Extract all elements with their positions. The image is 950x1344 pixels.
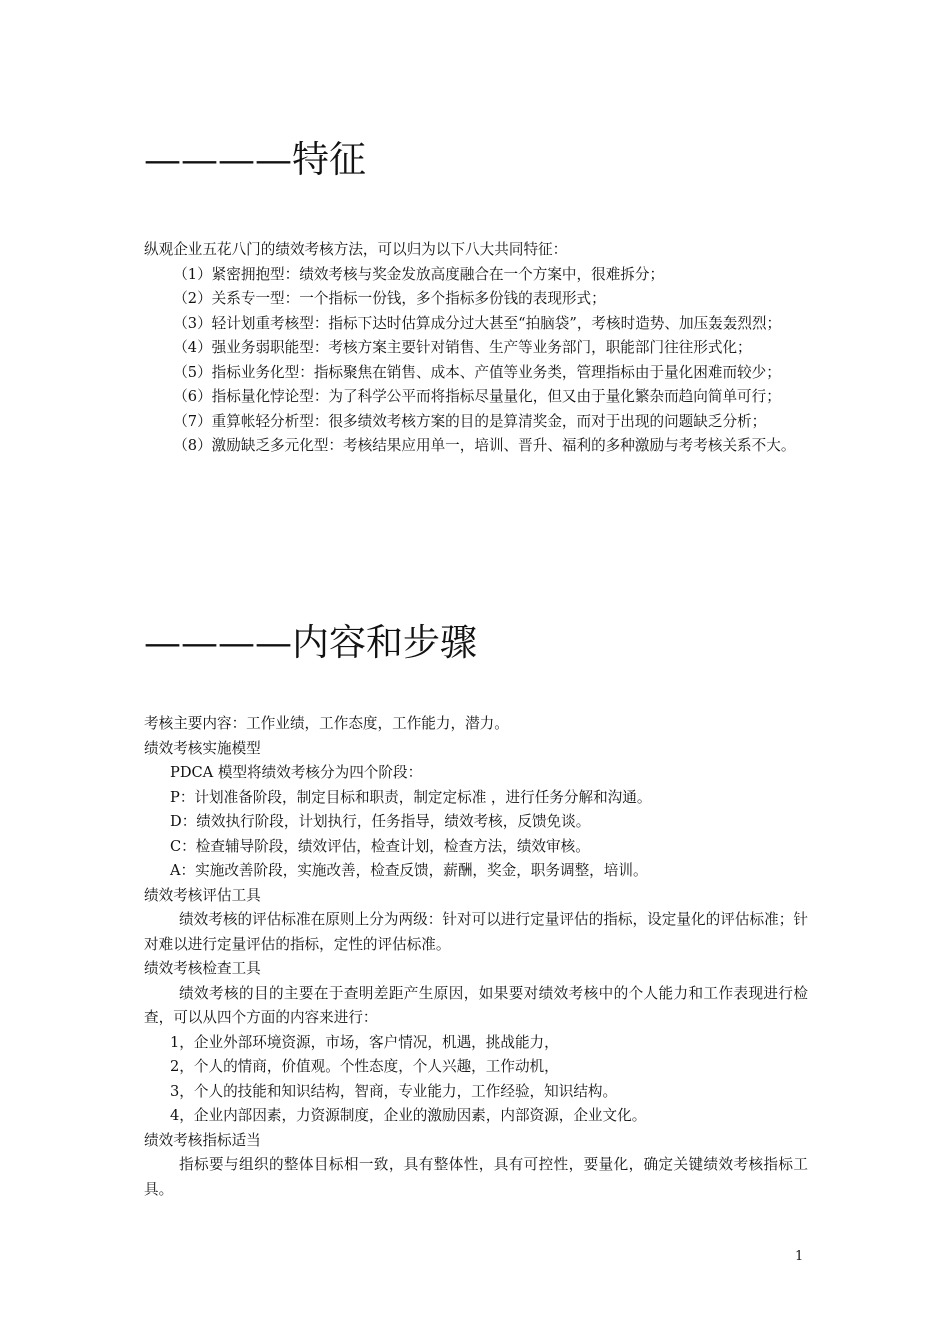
check-item: 1，企业外部环境资源，市场，客户情况，机遇，挑战能力， [170, 1033, 559, 1051]
feature-item: （5）指标业务化型：指标聚焦在销售、成本、产值等业务类，管理指标由于量化困难而较少； [173, 363, 781, 381]
eval-tool-text: 绩效考核的评估标准在原则上分为两级：针对可以进行定量评估的指标，设定量化的评估标准；针对难以进行定量评估的指标，定性的评估标准。 [144, 911, 808, 953]
feature-item: （1）紧密拥抱型：绩效考核与奖金发放高度融合在一个方案中，很难拆分； [173, 265, 665, 283]
check-tool-text: 绩效考核的目的主要在于查明差距产生原因，如果要对绩效考核中的个人能力和工作表现进行检查，可以从四个方面的内容来进行： [144, 984, 808, 1026]
feature-item: （7）重算帐轻分析型：很多绩效考核方案的目的是算清奖金，而对于出现的问题缺乏分析； [173, 412, 767, 430]
features-section [144, 238, 808, 459]
check-item: 3，个人的技能和知识结构，智商，专业能力，工作经验，知识结构。 [170, 1082, 618, 1100]
main-content-line: 考核主要内容：工作业绩，工作态度，工作能力，潜力。 [144, 715, 509, 732]
features-intro: 纵观企业五花八门的绩效考核方法，可以归为以下八大共同特征： [144, 241, 568, 258]
section-heading-content-steps: ————内容和步骤 [144, 621, 477, 664]
feature-item: （8）激励缺乏多元化型：考核结果应用单一，培训、晋升、福利的多种激励与考考核关系不大。 [173, 437, 796, 454]
eval-tool-title: 绩效考核评估工具 [144, 886, 261, 904]
indicator-text: 指标要与组织的整体目标相一致，具有整体性，具有可控性，要量化，确定关键绩效考核指标工具。 [144, 1156, 808, 1198]
feature-item: （2）关系专一型：一个指标一份钱，多个指标多份钱的表现形式； [173, 290, 606, 307]
pdca-intro: PDCA 模型将绩效考核分为四个阶段： [170, 764, 423, 781]
feature-item: （6）指标量化悖论型：为了科学公平而将指标尽量量化，但又由于量化繁杂而趋向简单可行； [173, 388, 781, 405]
content-steps-section [144, 712, 808, 1202]
indicator-title: 绩效考核指标适当 [144, 1131, 261, 1149]
pdca-step-c: C：检查辅导阶段，绩效评估，检查计划，检查方法，绩效审核。 [170, 837, 590, 855]
check-item: 4，企业内部因素，力资源制度，企业的激励因素，内部资源，企业文化。 [170, 1107, 647, 1124]
page-number: 1 [795, 1249, 804, 1264]
model-title: 绩效考核实施模型 [144, 739, 261, 757]
pdca-step-p: P：计划准备阶段，制定目标和职责，制定定标准 ，进行任务分解和沟通。 [170, 788, 652, 806]
feature-item: （3）轻计划重考核型：指标下达时估算成分过大甚至“拍脑袋”，考核时造势、加压轰轰烈烈； [173, 314, 782, 332]
section-heading-features: ————特征 [144, 138, 366, 181]
check-tool-title: 绩效考核检查工具 [144, 960, 261, 977]
feature-item: （4）强业务弱职能型：考核方案主要针对销售、生产等业务部门，职能部门往往形式化； [173, 339, 752, 356]
pdca-step-a: A：实施改善阶段，实施改善，检查反馈，薪酬，奖金，职务调整，培训。 [170, 862, 648, 879]
pdca-step-d: D：绩效执行阶段，计划执行，任务指导，绩效考核，反馈免谈。 [170, 813, 591, 830]
check-item: 2，个人的情商，价值观。个性态度，个人兴趣，工作动机， [170, 1058, 559, 1075]
